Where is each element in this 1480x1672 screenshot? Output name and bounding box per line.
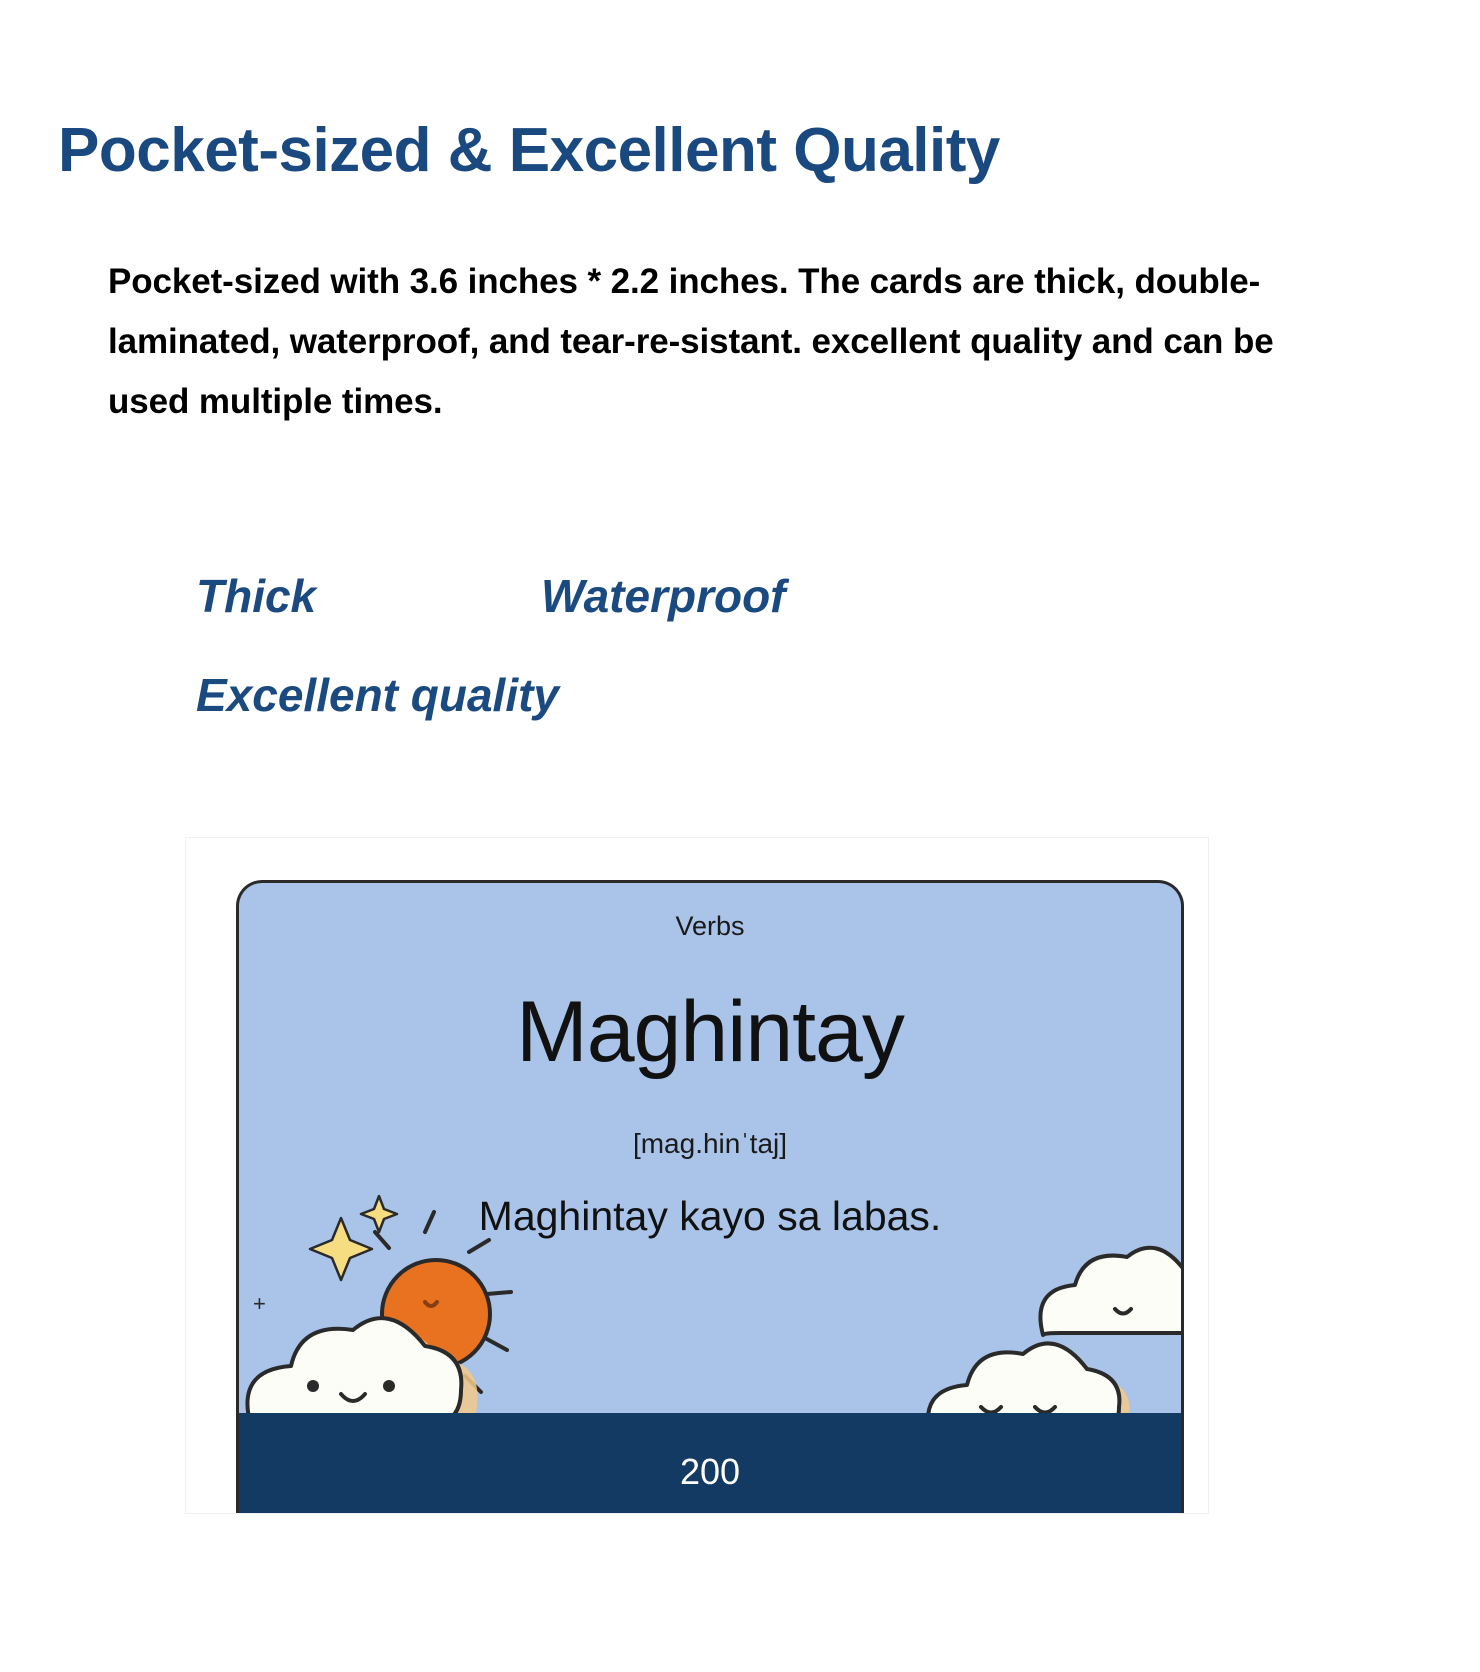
feature-waterproof: Waterproof: [541, 570, 786, 622]
card-footer-strip: [239, 1413, 1181, 1513]
feature-list-row-1: [196, 565, 1296, 627]
feature-excellent-quality: Excellent quality: [196, 669, 560, 721]
card-number: 200: [679, 1451, 741, 1492]
card-word: Maghintay: [516, 984, 904, 1080]
flashcard: [236, 880, 1184, 1513]
feature-thick: Thick: [196, 570, 317, 622]
card-category-label: Verbs: [675, 911, 745, 941]
page-title: Pocket-sized & Excellent Quality: [58, 116, 1000, 185]
flashcard-photo: [186, 838, 1208, 1513]
description-paragraph: Pocket-sized with 3.6 inches * 2.2 inches. The cards are thick, double-laminated, waterproof, and tear-re-sistant. excellent quality and can be used multiple times.: [108, 262, 1274, 422]
card-pronunciation: [mag.hinˈtaj]: [632, 1128, 788, 1159]
plus-mark-icon: +: [253, 1291, 266, 1316]
card-example-sentence: Maghintay kayo sa labas.: [478, 1193, 942, 1239]
